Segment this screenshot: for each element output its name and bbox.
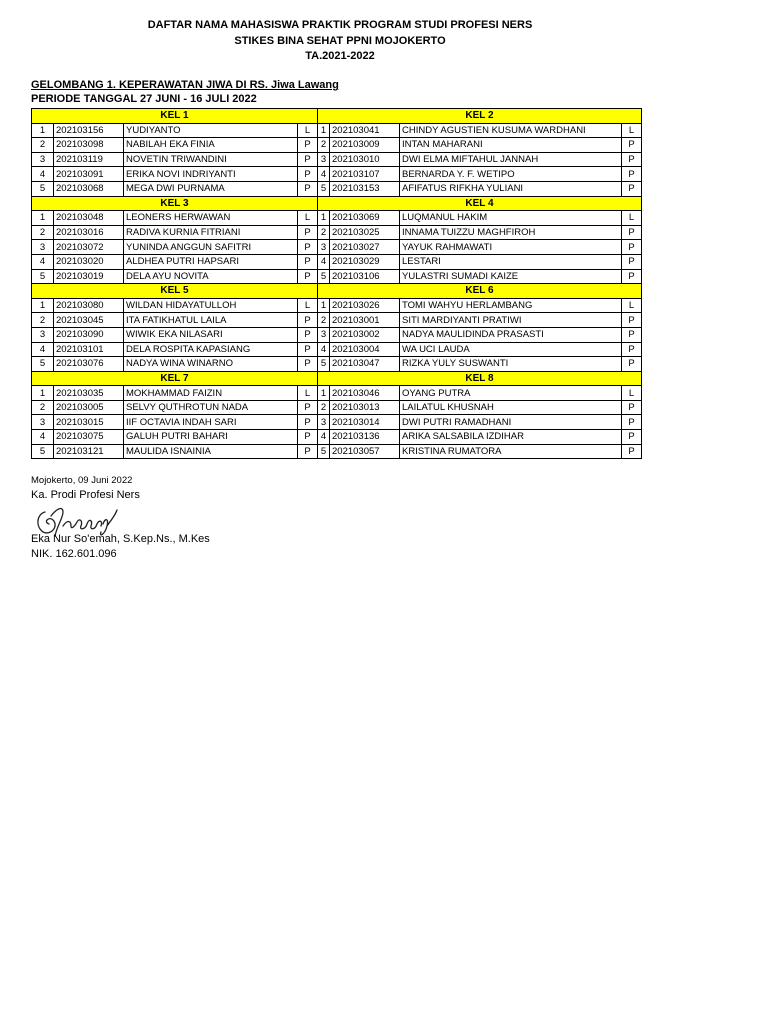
member-sex: L [622,211,642,226]
member-sex: P [622,152,642,167]
table-row [32,415,642,430]
member-sex: P [298,181,318,196]
member-sex: P [622,138,642,153]
group-title: KEL 6 [318,284,642,299]
period-title: PERIODE TANGGAL 27 JUNI - 16 JULI 2022 [31,93,257,105]
member-number: 2 [32,313,54,328]
member-sex: P [298,167,318,182]
member-nim: 202103010 [330,152,400,167]
member-nim: 202103009 [330,138,400,153]
member-number: 3 [32,415,54,430]
member-sex: L [298,123,318,138]
member-sex: P [298,152,318,167]
member-number: 1 [318,386,330,401]
member-number: 2 [318,313,330,328]
member-number: 2 [32,400,54,415]
member-nim: 202103136 [330,430,400,445]
member-name: BERNARDA Y. F. WETIPO [400,167,622,182]
member-number: 5 [318,444,330,459]
member-sex: L [298,298,318,313]
member-name: RIZKA YULY SUSWANTI [400,357,622,372]
table-row [32,327,642,342]
member-number: 2 [32,138,54,153]
member-number: 3 [318,415,330,430]
member-nim: 202103005 [54,400,124,415]
table-row [32,269,642,284]
member-name: NADYA MAULIDINDA PRASASTI [400,327,622,342]
table-row [32,225,642,240]
member-name: GALUH PUTRI BAHARI [124,430,298,445]
member-number: 3 [318,152,330,167]
table-row [32,400,642,415]
member-nim: 202103048 [54,211,124,226]
member-name: YUDIYANTO [124,123,298,138]
group-title: KEL 8 [318,371,642,386]
member-sex: P [298,313,318,328]
member-number: 5 [318,357,330,372]
signer-role: Ka. Prodi Profesi Ners [31,489,140,501]
member-name: NABILAH EKA FINIA [124,138,298,153]
member-name: YUNINDA ANGGUN SAFITRI [124,240,298,255]
group-title: KEL 4 [318,196,642,211]
member-number: 5 [32,444,54,459]
member-name: NADYA WINA WINARNO [124,357,298,372]
member-nim: 202103047 [330,357,400,372]
member-sex: P [622,181,642,196]
member-nim: 202103014 [330,415,400,430]
member-sex: P [622,269,642,284]
header-line-1: DAFTAR NAMA MAHASISWA PRAKTIK PROGRAM STUDI PROFESI NERS [147,19,533,31]
member-nim: 202103069 [330,211,400,226]
member-nim: 202103029 [330,254,400,269]
member-name: MAULIDA ISNAINIA [124,444,298,459]
signer-nik: NIK. 162.601.096 [31,548,117,560]
member-sex: P [622,225,642,240]
member-nim: 202103080 [54,298,124,313]
member-sex: P [298,400,318,415]
member-sex: P [298,430,318,445]
member-nim: 202103098 [54,138,124,153]
member-sex: P [298,138,318,153]
table-row [32,167,642,182]
member-sex: P [298,444,318,459]
group-header-row [32,284,642,299]
member-nim: 202103057 [330,444,400,459]
signer-name: Eka Nur So'emah, S.Kep.Ns., M.Kes [31,533,210,545]
member-nim: 202103091 [54,167,124,182]
member-name: INTAN MAHARANI [400,138,622,153]
member-nim: 202103001 [330,313,400,328]
member-name: LAILATUL KHUSNAH [400,400,622,415]
roster-table [31,108,642,459]
member-name: DELA AYU NOVITA [124,269,298,284]
member-sex: P [622,444,642,459]
member-number: 5 [32,181,54,196]
member-number: 4 [32,342,54,357]
member-nim: 202103153 [330,181,400,196]
member-number: 1 [318,123,330,138]
member-number: 1 [32,386,54,401]
member-sex: L [622,386,642,401]
member-name: KRISTINA RUMATORA [400,444,622,459]
member-nim: 202103002 [330,327,400,342]
member-name: ARIKA SALSABILA IZDIHAR [400,430,622,445]
member-number: 2 [318,400,330,415]
member-sex: P [298,254,318,269]
member-number: 1 [32,298,54,313]
member-nim: 202103107 [330,167,400,182]
header-line-3: TA.2021-2022 [305,50,375,62]
member-sex: P [622,342,642,357]
table-row [32,240,642,255]
member-sex: P [298,357,318,372]
member-number: 3 [318,327,330,342]
member-number: 1 [318,211,330,226]
member-nim: 202103020 [54,254,124,269]
member-nim: 202103072 [54,240,124,255]
member-nim: 202103106 [330,269,400,284]
member-name: SITI MARDIYANTI PRATIWI [400,313,622,328]
place-date: Mojokerto, 09 Juni 2022 [31,475,133,486]
member-sex: P [298,225,318,240]
member-name: MEGA DWI PURNAMA [124,181,298,196]
member-number: 1 [32,123,54,138]
member-number: 2 [318,225,330,240]
table-row [32,386,642,401]
group-title: KEL 3 [32,196,318,211]
group-header-row [32,371,642,386]
member-name: SELVY QUTHROTUN NADA [124,400,298,415]
member-name: WA UCI LAUDA [400,342,622,357]
member-nim: 202103019 [54,269,124,284]
member-nim: 202103025 [330,225,400,240]
member-nim: 202103156 [54,123,124,138]
member-number: 4 [32,430,54,445]
member-number: 5 [318,269,330,284]
header-line-2: STIKES BINA SEHAT PPNI MOJOKERTO [234,34,446,47]
member-name: OYANG PUTRA [400,386,622,401]
member-number: 2 [318,138,330,153]
member-name: LEONERS HERWAWAN [124,211,298,226]
member-number: 3 [318,240,330,255]
member-nim: 202103046 [330,386,400,401]
member-name: WILDAN HIDAYATULLOH [124,298,298,313]
table-row [32,342,642,357]
member-number: 4 [32,167,54,182]
member-nim: 202103015 [54,415,124,430]
group-header-row [32,196,642,211]
member-nim: 202103076 [54,357,124,372]
member-sex: L [298,386,318,401]
table-row [32,298,642,313]
member-number: 4 [318,167,330,182]
group-title: KEL 2 [318,109,642,124]
member-sex: P [622,313,642,328]
member-sex: P [622,254,642,269]
member-sex: P [622,430,642,445]
member-number: 5 [32,357,54,372]
member-nim: 202103101 [54,342,124,357]
member-name: ITA FATIKHATUL LAILA [124,313,298,328]
member-name: LESTARI [400,254,622,269]
member-name: NOVETIN TRIWANDINI [124,152,298,167]
member-sex: P [622,400,642,415]
member-name: LUQMANUL HAKIM [400,211,622,226]
group-title: KEL 7 [32,371,318,386]
table-row [32,181,642,196]
member-number: 5 [32,269,54,284]
group-title: KEL 5 [32,284,318,299]
member-number: 4 [318,342,330,357]
group-title: KEL 1 [32,109,318,124]
member-number: 4 [32,254,54,269]
member-number: 4 [318,430,330,445]
member-sex: P [298,342,318,357]
member-number: 2 [32,225,54,240]
member-number: 3 [32,327,54,342]
member-name: YAYUK RAHMAWATI [400,240,622,255]
member-sex: L [298,211,318,226]
table-row [32,430,642,445]
member-sex: P [622,240,642,255]
member-name: DELA ROSPITA KAPASIANG [124,342,298,357]
table-row [32,254,642,269]
member-sex: P [622,357,642,372]
member-nim: 202103075 [54,430,124,445]
member-sex: P [622,167,642,182]
member-number: 4 [318,254,330,269]
member-nim: 202103027 [330,240,400,255]
member-nim: 202103119 [54,152,124,167]
table-row [32,211,642,226]
member-name: AFIFATUS RIFKHA YULIANI [400,181,622,196]
member-nim: 202103068 [54,181,124,196]
member-sex: L [622,298,642,313]
table-row [32,123,642,138]
member-nim: 202103026 [330,298,400,313]
member-sex: P [298,415,318,430]
member-name: DWI ELMA MIFTAHUL JANNAH [400,152,622,167]
member-number: 3 [32,240,54,255]
member-number: 3 [32,152,54,167]
member-name: YULASTRI SUMADI KAIZE [400,269,622,284]
member-sex: P [298,327,318,342]
member-number: 5 [318,181,330,196]
member-nim: 202103016 [54,225,124,240]
member-nim: 202103013 [330,400,400,415]
member-name: TOMI WAHYU HERLAMBANG [400,298,622,313]
table-row [32,138,642,153]
member-nim: 202103090 [54,327,124,342]
member-sex: P [622,415,642,430]
member-sex: L [622,123,642,138]
table-row [32,444,642,459]
member-name: MOKHAMMAD FAIZIN [124,386,298,401]
table-row [32,313,642,328]
member-name: INNAMA TUIZZU MAGHFIROH [400,225,622,240]
member-sex: P [298,269,318,284]
member-nim: 202103045 [54,313,124,328]
member-name: ERIKA NOVI INDRIYANTI [124,167,298,182]
member-name: RADIVA KURNIA FITRIANI [124,225,298,240]
table-row [32,152,642,167]
member-sex: P [622,327,642,342]
document-header [0,18,680,65]
member-number: 1 [318,298,330,313]
table-row [32,357,642,372]
member-nim: 202103035 [54,386,124,401]
member-name: WIWIK EKA NILASARI [124,327,298,342]
member-name: IIF OCTAVIA INDAH SARI [124,415,298,430]
member-sex: P [298,240,318,255]
member-name: DWI PUTRI RAMADHANI [400,415,622,430]
member-nim: 202103041 [330,123,400,138]
member-name: ALDHEA PUTRI HAPSARI [124,254,298,269]
member-nim: 202103004 [330,342,400,357]
wave-title: GELOMBANG 1. KEPERAWATAN JIWA DI RS. Jiwa Lawang [31,79,339,91]
member-nim: 202103121 [54,444,124,459]
member-number: 1 [32,211,54,226]
member-name: CHINDY AGUSTIEN KUSUMA WARDHANI [400,123,622,138]
group-header-row [32,109,642,124]
